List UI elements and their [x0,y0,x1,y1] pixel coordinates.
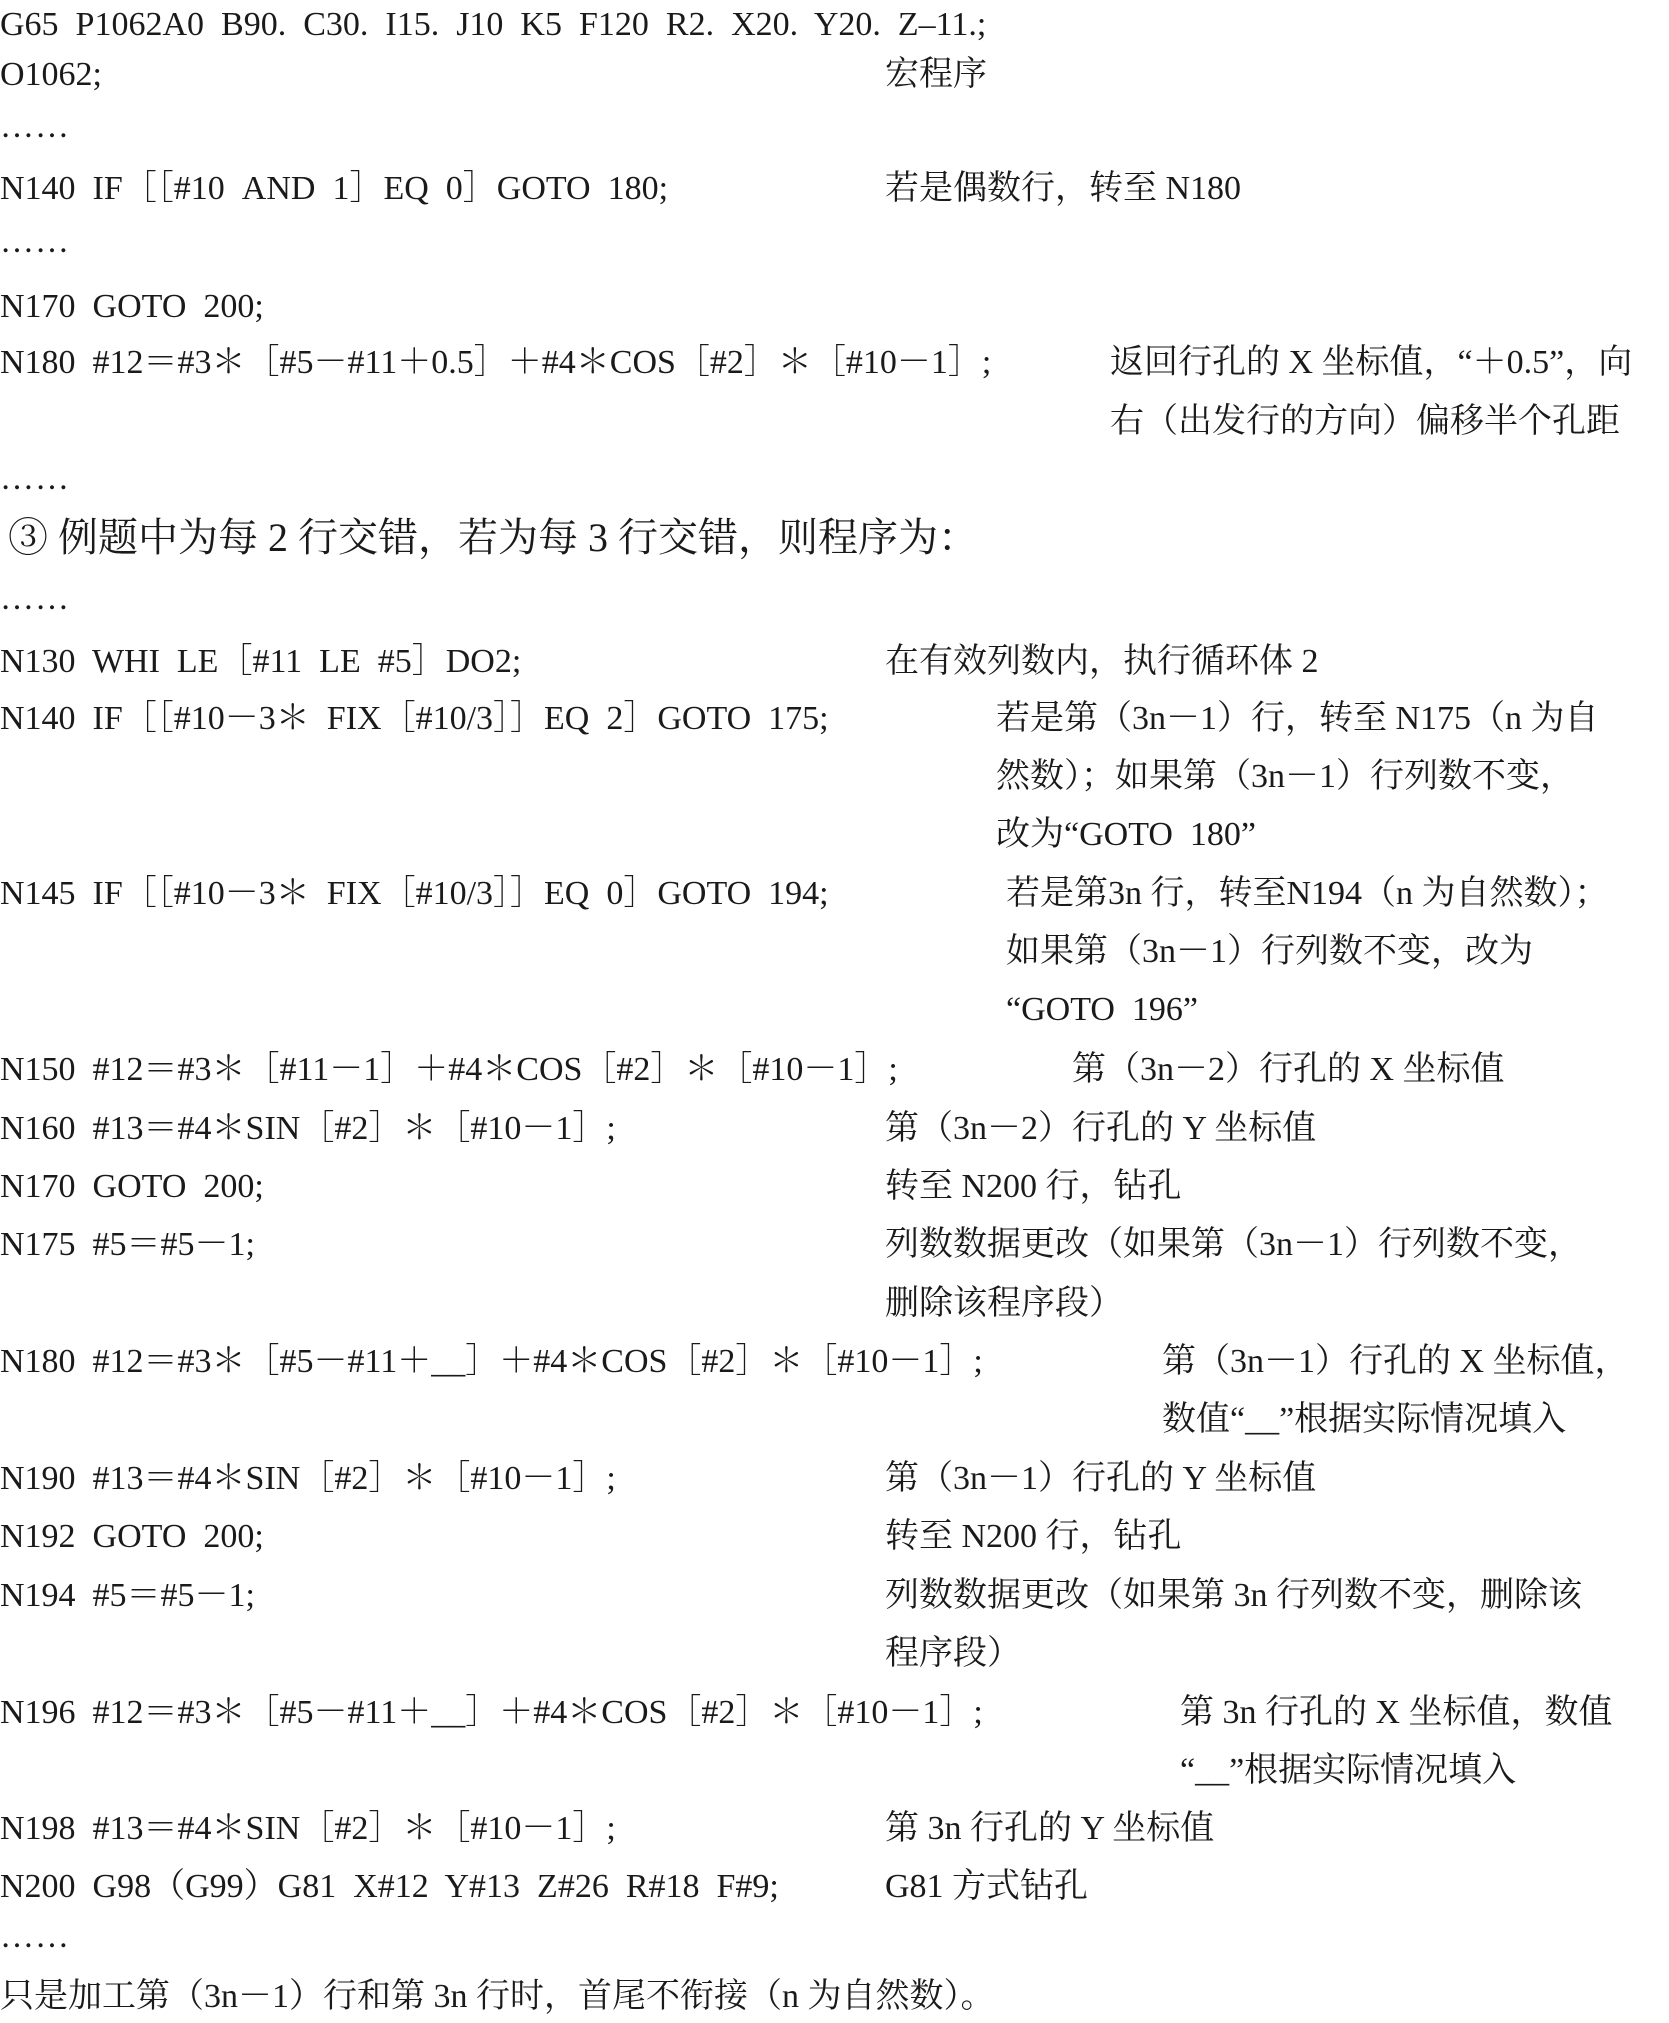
ellipsis-line: …… [0,580,70,617]
comment-n175-line1: 列数数据更改（如果第（3n－1）行列数不变， [885,1226,1582,1263]
comment-n180-line1: 返回行孔的 X 坐标值，“＋0.5”，向 [1110,344,1633,381]
ellipsis-line: …… [0,223,70,260]
code-line-n190: N190 #13＝#4＊SIN［#2］＊［#10－1］; [0,1460,616,1497]
ellipsis-line: …… [0,108,70,145]
comment-n160: 第（3n－2）行孔的 Y 坐标值 [885,1110,1317,1147]
code-line-n170: N170 GOTO 200; [0,288,264,325]
comment-n180-line2: 右（出发行的方向）偏移半个孔距 [1110,403,1620,440]
comment-n196-line1: 第 3n 行孔的 X 坐标值，数值 [1180,1694,1613,1731]
comment-n198: 第 3n 行孔的 Y 坐标值 [885,1810,1215,1847]
code-line-n180: N180 #12＝#3＊［#5－#11＋0.5］＋#4＊COS［#2］＊［#10－1］; [0,344,992,381]
ellipsis-line: …… [0,1918,70,1955]
comment-n194-line2: 程序段） [885,1635,1021,1672]
code-line-n194: N194 #5＝#5－1; [0,1577,255,1614]
comment-n200: G81 方式钻孔 [885,1868,1089,1905]
code-line-n200: N200 G98（G99）G81 X#12 Y#13 Z#26 R#18 F#9; [0,1868,779,1905]
comment-n192: 转至 N200 行，钻孔 [885,1518,1182,1555]
code-line-o1062: O1062; [0,56,102,93]
comment-n140b-line2: 然数）；如果第（3n－1）行列数不变， [996,758,1574,795]
comment-n150: 第（3n－2）行孔的 X 坐标值 [1072,1051,1505,1088]
code-line-n180b: N180 #12＝#3＊［#5－#11＋__］＋#4＊COS［#2］＊［#10－1］; [0,1343,983,1380]
comment-macro-program: 宏程序 [885,56,987,93]
comment-n170b: 转至 N200 行，钻孔 [885,1168,1182,1205]
code-line-n175: N175 #5＝#5－1; [0,1226,255,1263]
comment-n145-line1: 若是第3n 行，转至N194（n 为自然数）； [1006,875,1609,912]
comment-n140b-line1: 若是第（3n－1）行，转至 N175（n 为自 [996,700,1599,737]
comment-n194-line1: 列数数据更改（如果第 3n 行列数不变，删除该 [885,1577,1582,1614]
comment-n145-line2: 如果第（3n－1）行列数不变，改为 [1006,933,1533,970]
code-line-n145: N145 IF［［#10－3＊ FIX［#10/3］］EQ 0］GOTO 194; [0,875,829,912]
footer-note: 只是加工第（3n－1）行和第 3n 行时，首尾不衔接（n 为自然数）。 [0,1978,995,2015]
code-line-n170b: N170 GOTO 200; [0,1168,264,1205]
code-line-n198: N198 #13＝#4＊SIN［#2］＊［#10－1］; [0,1810,616,1847]
comment-n140b-line3: 改为“GOTO 180” [996,816,1256,853]
code-line-n140: N140 IF［［#10 AND 1］EQ 0］GOTO 180; [0,170,669,207]
code-line-n160: N160 #13＝#4＊SIN［#2］＊［#10－1］; [0,1110,616,1147]
ellipsis-line: …… [0,460,70,497]
section-heading: ③ 例题中为每 2 行交错，若为每 3 行交错，则程序为： [8,515,978,560]
code-line-g65: G65 P1062A0 B90. C30. I15. J10 K5 F120 R2. X20. Y20. Z–11.; [0,6,987,43]
code-line-n150: N150 #12＝#3＊［#11－1］＋#4＊COS［#2］＊［#10－1］; [0,1051,898,1088]
comment-n180b-line1: 第（3n－1）行孔的 X 坐标值， [1162,1343,1629,1380]
comment-n180b-line2: 数值“__”根据实际情况填入 [1162,1401,1567,1438]
comment-n140: 若是偶数行，转至 N180 [885,170,1242,207]
comment-n190: 第（3n－1）行孔的 Y 坐标值 [885,1460,1317,1497]
comment-n130: 在有效列数内，执行循环体 2 [885,643,1319,680]
code-line-n130: N130 WHI LE［#11 LE #5］DO2; [0,643,522,680]
comment-n175-line2: 删除该程序段） [885,1285,1123,1322]
comment-n145-line3: “GOTO 196” [1006,991,1198,1028]
code-line-n196: N196 #12＝#3＊［#5－#11＋__］＋#4＊COS［#2］＊［#10－1］; [0,1694,983,1731]
code-line-n192: N192 GOTO 200; [0,1518,264,1555]
code-line-n140b: N140 IF［［#10－3＊ FIX［#10/3］］EQ 2］GOTO 175; [0,700,829,737]
comment-n196-line2: “__”根据实际情况填入 [1180,1752,1517,1789]
